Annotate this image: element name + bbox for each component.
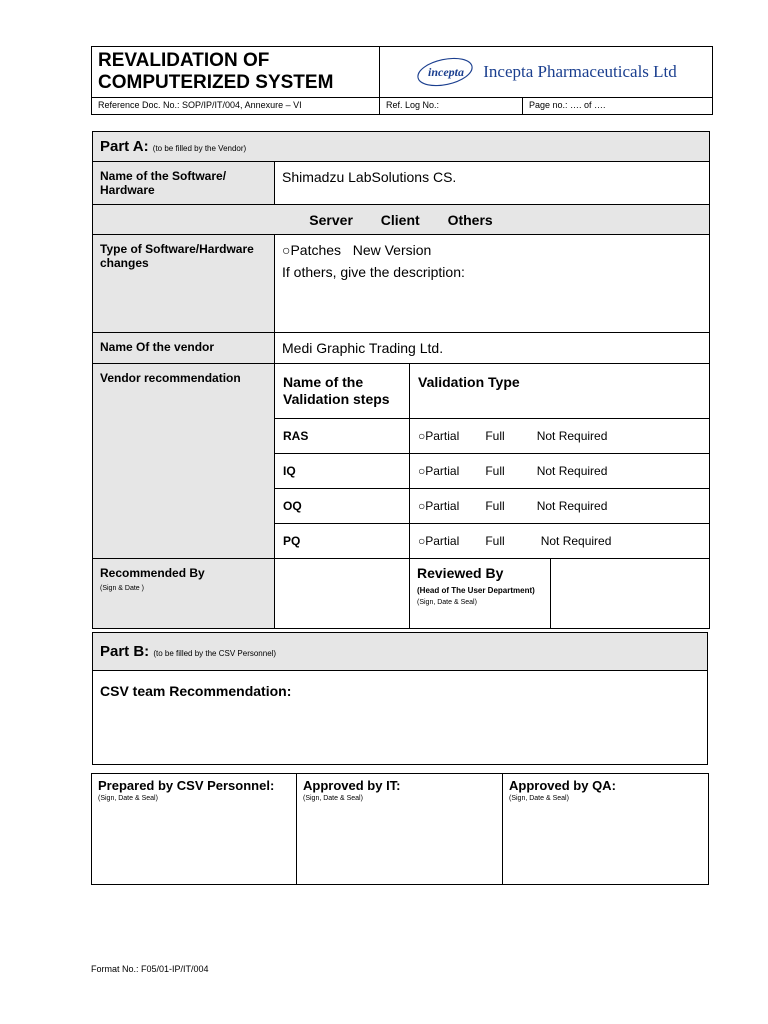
ras-options bbox=[410, 419, 710, 454]
option-new-version[interactable]: New Version bbox=[352, 242, 432, 258]
oq-full[interactable]: Full bbox=[485, 499, 505, 513]
approved-qa-label: Approved by QA: bbox=[509, 778, 616, 793]
recommended-by-cell bbox=[93, 559, 275, 629]
reviewed-by-sign[interactable] bbox=[551, 559, 710, 629]
recommended-by-sign[interactable] bbox=[275, 559, 410, 629]
iq-partial[interactable]: ○Partial bbox=[418, 464, 460, 478]
part-b-heading: Part B: (to be filled by the CSV Personnel) bbox=[93, 633, 708, 671]
step-oq: OQ bbox=[275, 489, 410, 524]
reviewed-by-cell bbox=[410, 559, 551, 629]
format-number: Format No.: F05/01-IP/IT/004 bbox=[91, 964, 209, 974]
oq-partial[interactable]: ○Partial bbox=[418, 499, 460, 513]
scope-server[interactable]: Server bbox=[309, 211, 353, 228]
iq-not-required[interactable]: Not Required bbox=[536, 464, 608, 478]
approved-qa-sub: (Sign, Date & Seal) bbox=[509, 795, 569, 802]
company-name: Incepta Pharmaceuticals Ltd bbox=[483, 62, 677, 81]
ras-not-required[interactable]: Not Required bbox=[536, 429, 608, 443]
scope-client[interactable]: Client bbox=[380, 211, 420, 228]
prepared-by-label: Prepared by CSV Personnel: bbox=[98, 778, 275, 793]
csv-recommendation-field[interactable] bbox=[93, 671, 708, 765]
recommended-by-sub: (Sign & Date ) bbox=[100, 585, 144, 592]
oq-options bbox=[410, 489, 710, 524]
validation-type-header: Validation Type bbox=[410, 364, 710, 419]
change-type-label: Type of Software/Hardware changes bbox=[93, 235, 275, 333]
part-b-table bbox=[92, 632, 708, 765]
step-iq: IQ bbox=[275, 454, 410, 489]
page-no: Page no.: …. of …. bbox=[523, 98, 713, 115]
part-a-table bbox=[92, 131, 710, 629]
oq-not-required[interactable]: Not Required bbox=[536, 499, 608, 513]
incepta-logo-icon bbox=[415, 55, 477, 89]
reviewed-by-sub2: (Sign, Date & Seal) bbox=[417, 599, 477, 606]
ref-log-no: Ref. Log No.: bbox=[380, 98, 523, 115]
vendor-value[interactable]: Medi Graphic Trading Ltd. bbox=[275, 333, 710, 364]
reference-doc: Reference Doc. No.: SOP/IP/IT/004, Annexure – VI bbox=[92, 98, 380, 115]
step-ras: RAS bbox=[275, 419, 410, 454]
reviewed-by-sub1: (Head of The User Department) bbox=[417, 586, 535, 595]
csv-recommendation-label: CSV team Recommendation: bbox=[100, 683, 292, 699]
change-type-value bbox=[275, 235, 710, 333]
pq-full[interactable]: Full bbox=[485, 534, 505, 548]
ras-full[interactable]: Full bbox=[485, 429, 505, 443]
steps-header: Name of the Validation steps bbox=[275, 364, 410, 419]
scope-options bbox=[93, 205, 710, 235]
svg-text:incepta: incepta bbox=[428, 65, 465, 79]
other-description-prompt[interactable]: If others, give the description: bbox=[282, 264, 465, 280]
vendor-label: Name Of the vendor bbox=[93, 333, 275, 364]
recommended-by-label: Recommended By bbox=[100, 566, 205, 580]
approved-it-label: Approved by IT: bbox=[303, 778, 401, 793]
company-logo-cell bbox=[380, 47, 713, 98]
approved-it-cell[interactable] bbox=[297, 774, 503, 885]
option-patches[interactable]: ○Patches bbox=[282, 242, 342, 258]
vendor-recommendation-label: Vendor recommendation bbox=[93, 364, 275, 559]
approved-it-sub: (Sign, Date & Seal) bbox=[303, 795, 363, 802]
ras-partial[interactable]: ○Partial bbox=[418, 429, 460, 443]
part-a-heading: Part A: (to be filled by the Vendor) bbox=[93, 132, 710, 162]
software-value[interactable]: Shimadzu LabSolutions CS. bbox=[275, 162, 710, 205]
document-header bbox=[91, 46, 713, 115]
prepared-by-cell[interactable] bbox=[92, 774, 297, 885]
step-pq: PQ bbox=[275, 524, 410, 559]
pq-partial[interactable]: ○Partial bbox=[418, 534, 460, 548]
title-line-2: COMPUTERIZED SYSTEM bbox=[98, 72, 334, 93]
iq-options bbox=[410, 454, 710, 489]
iq-full[interactable]: Full bbox=[485, 464, 505, 478]
signature-table bbox=[91, 773, 709, 885]
pq-not-required[interactable]: Not Required bbox=[540, 534, 612, 548]
pq-options bbox=[410, 524, 710, 559]
title-line-1: REVALIDATION OF bbox=[98, 50, 270, 71]
reviewed-by-label: Reviewed By bbox=[417, 565, 504, 581]
scope-others[interactable]: Others bbox=[447, 211, 493, 228]
approved-qa-cell[interactable] bbox=[503, 774, 709, 885]
prepared-by-sub: (Sign, Date & Seal) bbox=[98, 795, 158, 802]
document-title bbox=[92, 47, 380, 98]
software-label: Name of the Software/ Hardware bbox=[93, 162, 275, 205]
